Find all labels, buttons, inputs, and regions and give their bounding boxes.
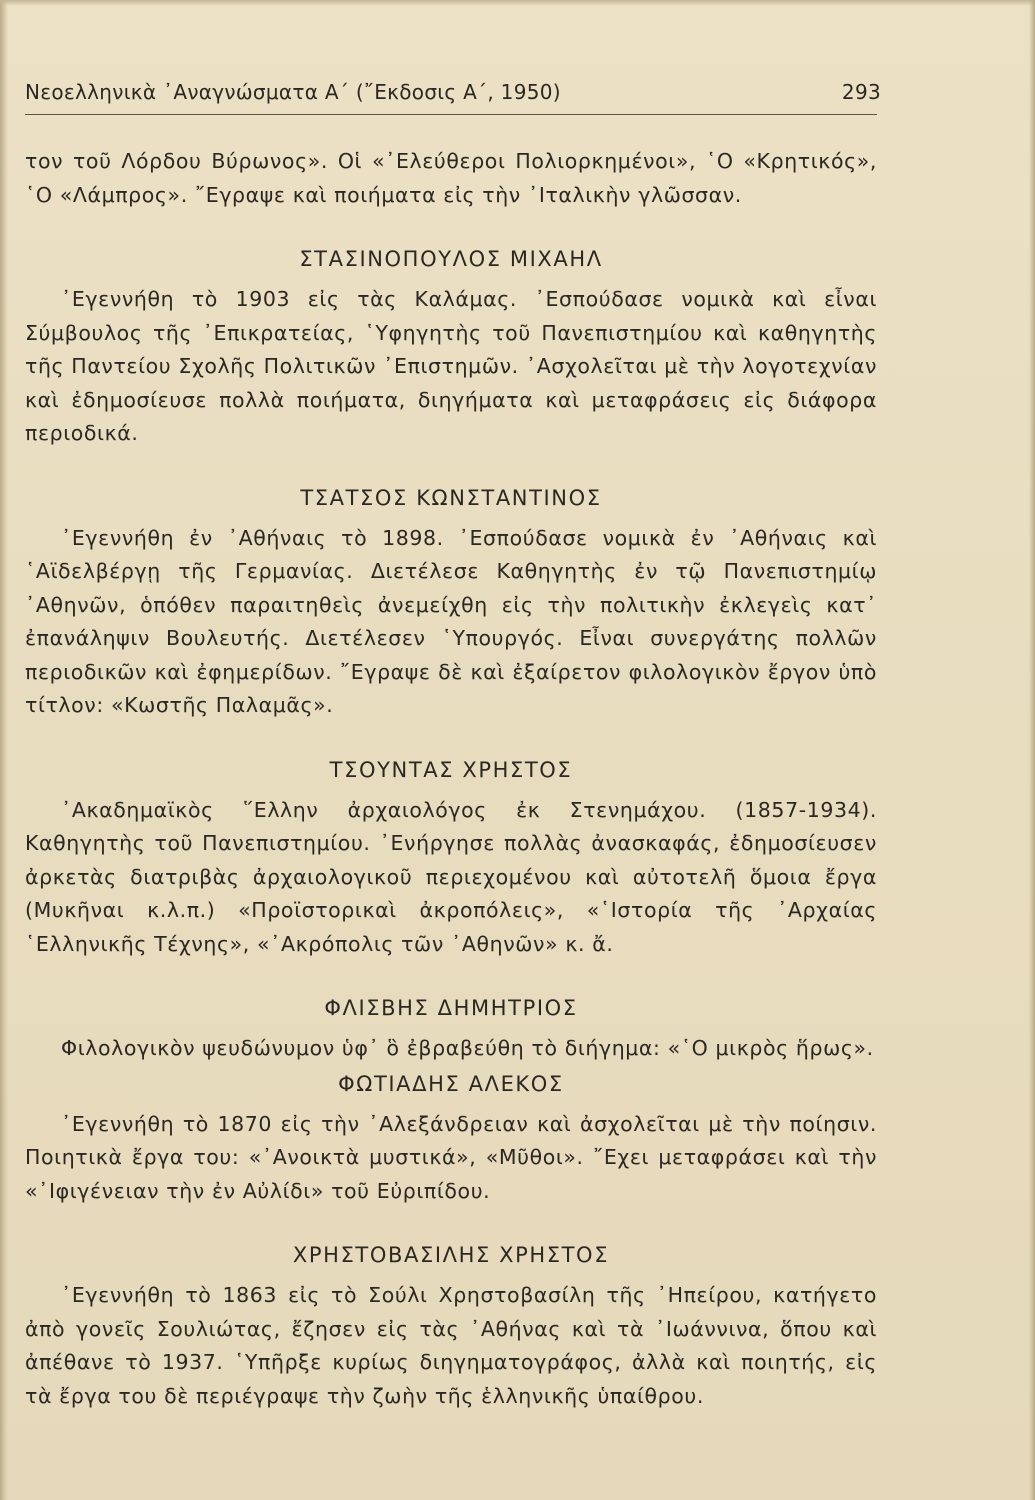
entry-paragraph: Φιλολογικὸν ψευδώνυμον ὑφ᾿ ὃ ἐβραβεύθη τὸ διήγημα: «῾Ο μικρὸς ἥρως». <box>61 1036 874 1060</box>
entry-heading: ΤΣΟΥΝΤΑΣ ΧΡΗΣΤΟΣ <box>329 757 573 782</box>
book-title: Νεοελληνικὰ ᾿Αναγνώσματα Α΄ (῎Εκδοσις Α΄, 1950) <box>25 80 561 104</box>
entry-heading: ΤΣΑΤΣΟΣ ΚΩΝΣΤΑΝΤΙΝΟΣ <box>300 485 602 510</box>
entry-paragraph: ᾿Ακαδημαϊκὸς ῞Ελλην ἀρχαιολόγος ἐκ Στενημάχου. (1857-1934). Καθηγητὴς τοῦ Πανεπιστημίου. ᾿Ενήργησε πολλὰς ἀνασκαφάς, ἐδημοσίευσεν ἀρκετὰς διατριβὰς ἀρχαιολογικοῦ περιεχομένου καὶ αὐτοτελῆ ὅμοια ἔργα (Μυκῆναι κ.λ.π.) «Προϊστορικαὶ ἀκροπόλεις», «῾Ιστορία τῆς ᾿Αρχαίας ῾Ελληνικῆς Τέχνης», «᾿Ακρόπολις τῶν ᾿Αθηνῶν» κ. ἄ. <box>25 797 877 956</box>
header-rule <box>25 114 877 115</box>
entry-paragraph: ᾿Εγεννήθη τὸ 1870 εἰς τὴν ᾿Αλεξάνδρειαν καὶ ἀσχολεῖται μὲ τὴν ποίησιν. Ποιητικὰ ἔργα του: «᾿Ανοικτὰ μυστικά», «Μῦθοι». ῎Εχει μεταφράσει καὶ τὴν «᾿Ιφιγένειαν τὴν ἐν Αὐλίδι» τοῦ Εὐριπίδου. <box>25 1111 877 1203</box>
entry-heading: ΦΩΤΙΑΔΗΣ ΑΛΕΚΟΣ <box>338 1071 564 1096</box>
page-top-shadow <box>0 0 1035 6</box>
entry-heading: ΦΛΙΣΒΗΣ ΔΗΜΗΤΡΙΟΣ <box>324 996 578 1020</box>
page-content <box>25 145 877 1413</box>
entry-heading: ΧΡΗΣΤΟΒΑΣΙΛΗΣ ΧΡΗΣΤΟΣ <box>292 1243 610 1267</box>
entry-paragraph: ᾿Εγεννήθη τὸ 1903 εἰς τὰς Καλάμας. ᾿Εσπούδασε νομικὰ καὶ εἶναι Σύμβουλος τῆς ᾿Επικρατείας, ῾Υφηγητὴς τοῦ Πανεπιστημίου καὶ καθηγητὴς τῆς Παντείου Σχολῆς Πολιτικῶν ᾿Επιστημῶν. ᾿Ασχολεῖται μὲ τὴν λογοτεχνίαν καὶ ἐδημοσίευσε πολλὰ ποιήματα, διηγήματα καὶ μεταφράσεις εἰς διάφορα περιοδικά. <box>25 287 877 445</box>
page-number: 293 <box>841 80 881 104</box>
page-right-shadow <box>1029 0 1035 1500</box>
intro-paragraph: τον τοῦ Λόρδου Βύρωνος». Οἱ «᾿Ελεύθεροι Πολιορκημένοι», ῾Ο «Κρητικός», ῾Ο «Λάμπρος». ῎Εγραψε καὶ ποιήματα εἰς τὴν ᾿Ιταλικὴν γλῶσσαν. <box>25 149 877 207</box>
entry-paragraph: ᾿Εγεννήθη ἐν ᾿Αθήναις τὸ 1898. ᾿Εσπούδασε νομικὰ ἐν ᾿Αθήναις καὶ ῾Αϊδελβέργῃ τῆς Γερμανίας. Διετέλεσε Καθηγητὴς ἐν τῷ Πανεπιστημίῳ ᾿Αθηνῶν, ὁπόθεν παραιτηθεὶς ἀνεμείχθη εἰς τὴν πολιτικὴν ἐκλεγεὶς κατ᾿ ἐπανάληψιν Βουλευτής. Διετέλεσεν ῾Υπουργός. Εἶναι συνεργάτης πολλῶν περιοδικῶν καὶ ἐφημερίδων. ῎Εγραψε δὲ καὶ ἐξαίρετον φιλολογικὸν ἔργον ὑπὸ τίτλον: «Κωστῆς Παλαμᾶς». <box>25 525 877 717</box>
entry-paragraph: ᾿Εγεννήθη τὸ 1863 εἰς τὸ Σούλι Χρηστοβασίλη τῆς ᾿Ηπείρου, κατήγετο ἀπὸ γονεῖς Σουλιώτας, ἔζησεν εἰς τὰς ᾿Αθήνας καὶ τὰ ᾿Ιωάννινα, ὅπου καὶ ἀπέθανε τὸ 1937. ῾Υπῆρξε κυρίως διηγηματογράφος, ἀλλὰ καὶ ποιητής, εἰς τὰ ἔργα του δὲ περιέγραψε τὴν ζωὴν τῆς ἑλληνικῆς ὑπαίθρου. <box>25 1283 877 1408</box>
page-edge-shadow <box>0 0 8 1500</box>
entry-heading: ΣΤΑΣΙΝΟΠΟΥΛΟΣ ΜΙΧΑΗΛ <box>299 247 603 271</box>
